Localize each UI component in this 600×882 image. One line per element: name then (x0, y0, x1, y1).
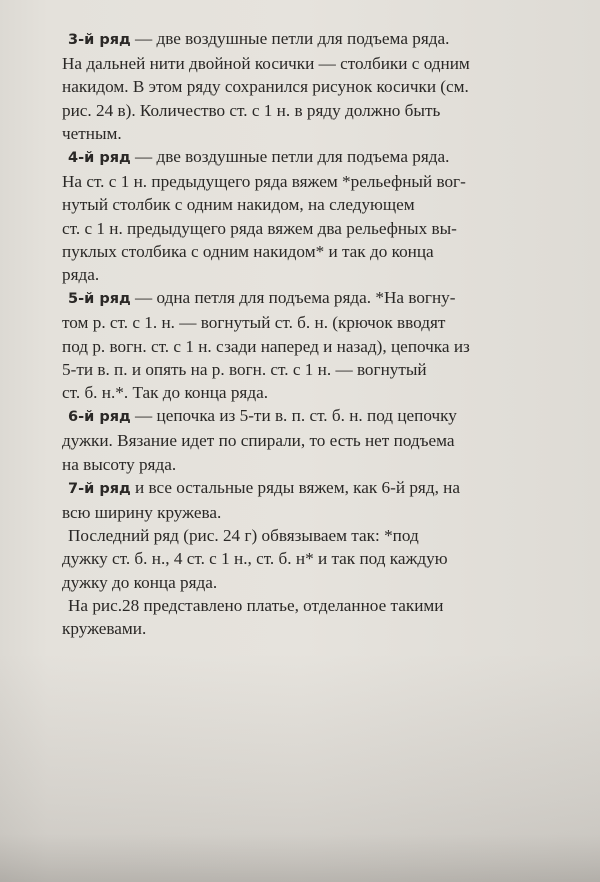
text-line: дужку ст. б. н., 4 ст. с 1 н., ст. б. н* и так под каждую (62, 549, 448, 569)
text-line: нутый столбик с одним накидом, на следующем (62, 195, 415, 215)
text-line: На рис.28 представлено платье, отделанное такими (68, 595, 444, 615)
paragraph-row-7 (62, 476, 550, 524)
text-line (62, 286, 550, 311)
paragraph-row-6 (62, 404, 550, 476)
text-line: ст. б. н.*. Так до конца ряда. (62, 383, 269, 403)
text-fragment: и все остальные ряды вяжем, как 6-й ряд, на (130, 477, 461, 497)
paragraph-row-3 (62, 27, 550, 145)
text-line: дужки. Вязание идет по спирали, то есть нет подъема (62, 431, 455, 451)
text-line: том р. ст. с 1. н. — вогнутый ст. б. н. (крючок вводят (62, 313, 446, 333)
text-line: дужку до конца ряда. (62, 572, 218, 592)
text-line: ст. с 1 н. предыдущего ряда вяжем два рельефных вы- (62, 218, 457, 238)
text-line: накидом. В этом ряду сохранился рисунок косички (см. (62, 77, 469, 97)
text-line (62, 476, 550, 501)
text-fragment: — цепочка из 5-ти в. п. ст. б. н. под цепочку (130, 406, 457, 426)
text-fragment: — две воздушные петли для подъема ряда. (130, 147, 450, 167)
row-heading: 5-й ряд (68, 291, 131, 308)
text-line: ряда. (62, 265, 100, 285)
text-line (62, 404, 550, 429)
row-heading: 4-й ряд (68, 150, 131, 167)
text-line: На дальней нити двойной косички — столбики с одним (62, 54, 470, 74)
row-heading: 6-й ряд (68, 409, 131, 426)
text-fragment: — одна петля для подъема ряда. *На вогну- (130, 288, 456, 308)
text-line (62, 27, 550, 52)
row-heading: 7-й ряд (68, 480, 131, 497)
text-line: 5-ти в. п. и опять на р. вогн. ст. с 1 н. — вогнутый (62, 359, 427, 379)
paragraph-last-row (62, 524, 550, 594)
text-fragment: — две воздушные петли для подъема ряда. (130, 29, 450, 48)
paragraph-row-5 (62, 286, 550, 404)
paragraph-row-4 (62, 145, 550, 286)
text-line: под р. вогн. ст. с 1 н. сзади наперед и назад), цепочка из (62, 336, 470, 356)
text-line: рис. 24 в). Количество ст. с 1 н. в ряду должно быть (62, 100, 441, 120)
text-line: Последний ряд (рис. 24 г) обвязываем так: *под (68, 526, 419, 546)
text-line: четным. (62, 123, 122, 143)
text-line: пуклых столбика с одним накидом* и так до конца (62, 241, 434, 261)
text-line (62, 145, 550, 170)
row-heading: 3-й ряд (68, 32, 131, 48)
text-line: всю ширину кружева. (62, 503, 222, 523)
text-line: На ст. с 1 н. предыдущего ряда вяжем *рельефный вог- (62, 172, 466, 192)
scan-shadow (0, 834, 600, 882)
text-line: кружевами. (62, 619, 147, 639)
page-text (62, 27, 550, 640)
paragraph-figure-reference (62, 594, 550, 640)
text-line: на высоту ряда. (62, 454, 177, 474)
